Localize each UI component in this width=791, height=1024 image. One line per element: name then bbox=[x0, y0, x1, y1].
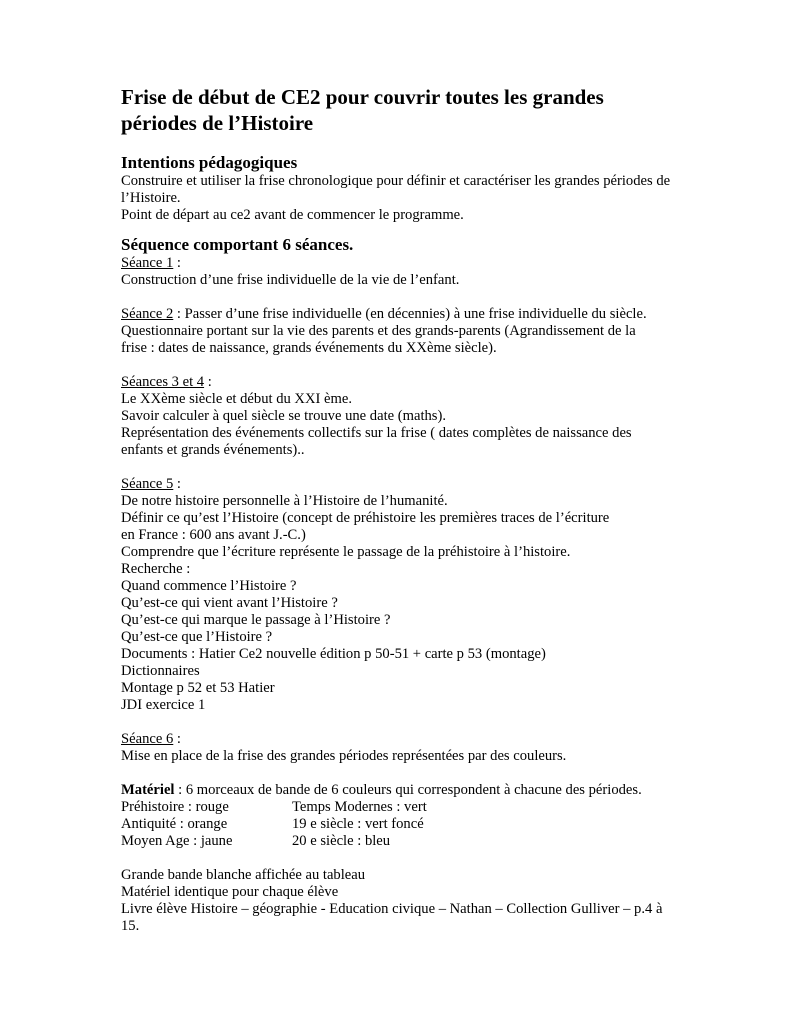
seance-1-label: Séance 1 bbox=[121, 255, 174, 271]
color-table bbox=[121, 799, 427, 850]
seance-2-line: frise : dates de naissance, grands événements du XXème siècle). bbox=[121, 340, 497, 356]
seance-5-header bbox=[121, 476, 681, 493]
seance-2-header bbox=[121, 306, 681, 323]
color-cell: 19 e siècle : vert foncé bbox=[292, 816, 424, 832]
seance-3-4-line: Savoir calculer à quel siècle se trouve une date (maths). bbox=[121, 408, 446, 424]
color-cell: Antiquité : orange bbox=[121, 816, 228, 832]
materiel-extra-line: Matériel identique pour chaque élève bbox=[121, 884, 339, 900]
color-row bbox=[121, 833, 427, 850]
color-cell: 20 e siècle : bleu bbox=[292, 833, 391, 849]
seance-2-first: : Passer d’une frise individuelle (en décennies) à une frise individuelle du siècle. bbox=[173, 306, 647, 322]
intentions-line: l’Histoire. bbox=[121, 190, 181, 206]
seance-6-suffix: : bbox=[173, 731, 181, 747]
seance-5-line: Dictionnaires bbox=[121, 663, 200, 679]
intentions-line: Point de départ au ce2 avant de commencer le programme. bbox=[121, 207, 464, 223]
seance-5-line: Comprendre que l’écriture représente le passage de la préhistoire à l’histoire. bbox=[121, 544, 571, 560]
materiel-label: Matériel bbox=[121, 782, 175, 798]
seance-5-line: Montage p 52 et 53 Hatier bbox=[121, 680, 275, 696]
materiel-text: : 6 morceaux de bande de 6 couleurs qui correspondent à chacune des périodes. bbox=[174, 782, 642, 798]
seance-1-line: Construction d’une frise individuelle de la vie de l’enfant. bbox=[121, 272, 460, 288]
seance-5-line: Qu’est-ce que l’Histoire ? bbox=[121, 629, 273, 645]
seance-5-line: Qu’est-ce qui vient avant l’Histoire ? bbox=[121, 595, 338, 611]
intentions-line: Construire et utiliser la frise chronologique pour définir et caractériser les grandes périodes de bbox=[121, 173, 671, 189]
seance-5-suffix: : bbox=[173, 476, 181, 492]
seance-5-line: Documents : Hatier Ce2 nouvelle édition p 50-51 + carte p 53 (montage) bbox=[121, 646, 546, 662]
materiel-extra-line: Grande bande blanche affichée au tableau bbox=[121, 867, 366, 883]
seance-1-suffix: : bbox=[173, 255, 181, 271]
seance-5-line: en France : 600 ans avant J.-C.) bbox=[121, 527, 306, 543]
intentions-heading: Intentions pédagogiques bbox=[121, 153, 298, 172]
seance-5-line: JDI exercice 1 bbox=[121, 697, 206, 713]
seance-6-label: Séance 6 bbox=[121, 731, 174, 747]
color-cell: Moyen Age : jaune bbox=[121, 833, 233, 849]
seance-5-line: De notre histoire personnelle à l’Histoire de l’humanité. bbox=[121, 493, 448, 509]
seance-5-label: Séance 5 bbox=[121, 476, 174, 492]
materiel-extra-line: 15. bbox=[121, 918, 140, 934]
seance-3-4-line: Représentation des événements collectifs sur la frise ( dates complètes de naissance des bbox=[121, 425, 632, 441]
document-page bbox=[121, 84, 681, 935]
document-title: Frise de début de CE2 pour couvrir toutes les grandes périodes de l’Histoire bbox=[121, 85, 604, 135]
seance-2-line: Questionnaire portant sur la vie des parents et des grands-parents (Agrandissement de la bbox=[121, 323, 636, 339]
color-cell: Préhistoire : rouge bbox=[121, 799, 229, 815]
materiel-line bbox=[121, 782, 681, 799]
seance-3-4-header bbox=[121, 374, 681, 391]
seance-5-line: Définir ce qu’est l’Histoire (concept de préhistoire les premières traces de l’écriture bbox=[121, 510, 610, 526]
seance-2-label: Séance 2 bbox=[121, 306, 174, 322]
seance-6-line: Mise en place de la frise des grandes périodes représentées par des couleurs. bbox=[121, 748, 567, 764]
seance-5-line: Qu’est-ce qui marque le passage à l’Histoire ? bbox=[121, 612, 391, 628]
seance-6-header bbox=[121, 731, 681, 748]
color-row bbox=[121, 799, 427, 816]
color-row bbox=[121, 816, 427, 833]
seance-3-4-label: Séances 3 et 4 bbox=[121, 374, 205, 390]
materiel-extra-line: Livre élève Histoire – géographie - Education civique – Nathan – Collection Gulliver – p.4 à bbox=[121, 901, 663, 917]
seance-3-4-suffix: : bbox=[204, 374, 212, 390]
seance-3-4-line: Le XXème siècle et début du XXI ème. bbox=[121, 391, 352, 407]
sequence-heading: Séquence comportant 6 séances. bbox=[121, 235, 354, 254]
seance-5-line: Quand commence l’Histoire ? bbox=[121, 578, 297, 594]
seance-1-header bbox=[121, 255, 681, 272]
seance-5-line: Recherche : bbox=[121, 561, 191, 577]
color-cell: Temps Modernes : vert bbox=[292, 799, 427, 815]
seance-3-4-line: enfants et grands événements).. bbox=[121, 442, 305, 458]
